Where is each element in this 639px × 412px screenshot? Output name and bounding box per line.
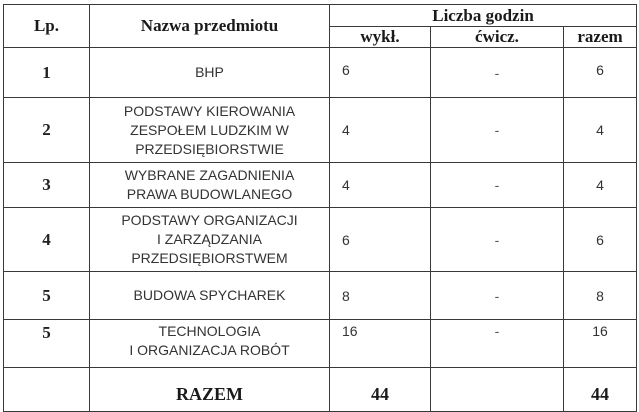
- header-hours-group: Liczba godzin: [330, 5, 637, 27]
- row-subject-name: [90, 208, 330, 272]
- summary-lecture-hours: 44: [330, 368, 431, 412]
- header-lp: Lp.: [4, 5, 90, 48]
- summary-exercise-hours: [431, 368, 564, 412]
- row-total-hours: 4: [564, 163, 637, 208]
- table-row: [4, 272, 637, 320]
- table-row: [4, 163, 637, 208]
- row-exercise-hours: -: [431, 48, 564, 98]
- subject-name-line: PODSTAWY KIEROWANIA: [123, 102, 296, 119]
- header-row-top: [4, 5, 637, 27]
- subject-name-line: PODSTAWY ORGANIZACJI: [121, 212, 298, 228]
- row-total-hours: 16: [564, 320, 637, 368]
- row-lp: 1: [4, 48, 90, 98]
- row-lp: 2: [4, 98, 90, 163]
- row-lecture-hours: 8: [330, 272, 431, 320]
- row-lecture-hours: 6: [330, 208, 431, 272]
- subject-name-line: BHP: [195, 64, 224, 80]
- row-lecture-hours: 16: [330, 320, 431, 368]
- summary-row: [4, 368, 637, 412]
- subject-name-line: ZESPOŁEM LUDZKIM W: [130, 121, 289, 138]
- subject-name-line: BUDOWA SPYCHAREK: [133, 287, 286, 303]
- subject-name-line: PRZEDSIĘBIORSTWIE: [135, 140, 284, 157]
- row-lp: 5: [4, 320, 90, 368]
- header-total: razem: [564, 27, 637, 48]
- row-total-hours: 4: [564, 98, 637, 163]
- row-exercise-hours: -: [431, 208, 564, 272]
- row-total-hours: 8: [564, 272, 637, 320]
- header-exercise: ćwicz.: [431, 27, 564, 48]
- summary-label: RAZEM: [90, 368, 330, 412]
- row-exercise-hours: -: [431, 272, 564, 320]
- row-lp: 3: [4, 163, 90, 208]
- row-lecture-hours: 6: [330, 48, 431, 98]
- summary-total-hours: 44: [564, 368, 637, 412]
- subject-name-line: PRZEDSIĘBIORSTWEM: [131, 250, 288, 266]
- row-exercise-hours: -: [431, 163, 564, 208]
- row-exercise-hours: -: [431, 320, 564, 368]
- row-total-hours: 6: [564, 48, 637, 98]
- summary-lp-cell: [4, 368, 90, 412]
- table-row: [4, 48, 637, 98]
- row-lp: 5: [4, 272, 90, 320]
- table-row: [4, 98, 637, 163]
- row-subject-name: [90, 48, 330, 98]
- row-subject-name: [90, 98, 330, 163]
- header-subject-name: Nazwa przedmiotu: [90, 5, 330, 48]
- table-row: [4, 320, 637, 368]
- row-total-hours: 6: [564, 208, 637, 272]
- row-subject-name: [90, 272, 330, 320]
- subject-name-line: WYBRANE ZAGADNIENIA: [124, 167, 295, 183]
- row-subject-name: [90, 163, 330, 208]
- subject-name-line: I ORGANIZACJA ROBÓT: [129, 342, 290, 358]
- table-row: [4, 208, 637, 272]
- row-exercise-hours: -: [431, 98, 564, 163]
- row-lecture-hours: 4: [330, 98, 431, 163]
- row-lecture-hours: 4: [330, 163, 431, 208]
- subject-name-line: I ZARZĄDZANIA: [156, 231, 262, 247]
- header-lecture: wykł.: [330, 27, 431, 48]
- row-lp: 4: [4, 208, 90, 272]
- subject-name-line: PRAWA BUDOWLANEGO: [126, 186, 293, 202]
- hours-table: [3, 4, 637, 412]
- subject-name-line: TECHNOLOGIA: [158, 323, 261, 339]
- row-subject-name: [90, 320, 330, 368]
